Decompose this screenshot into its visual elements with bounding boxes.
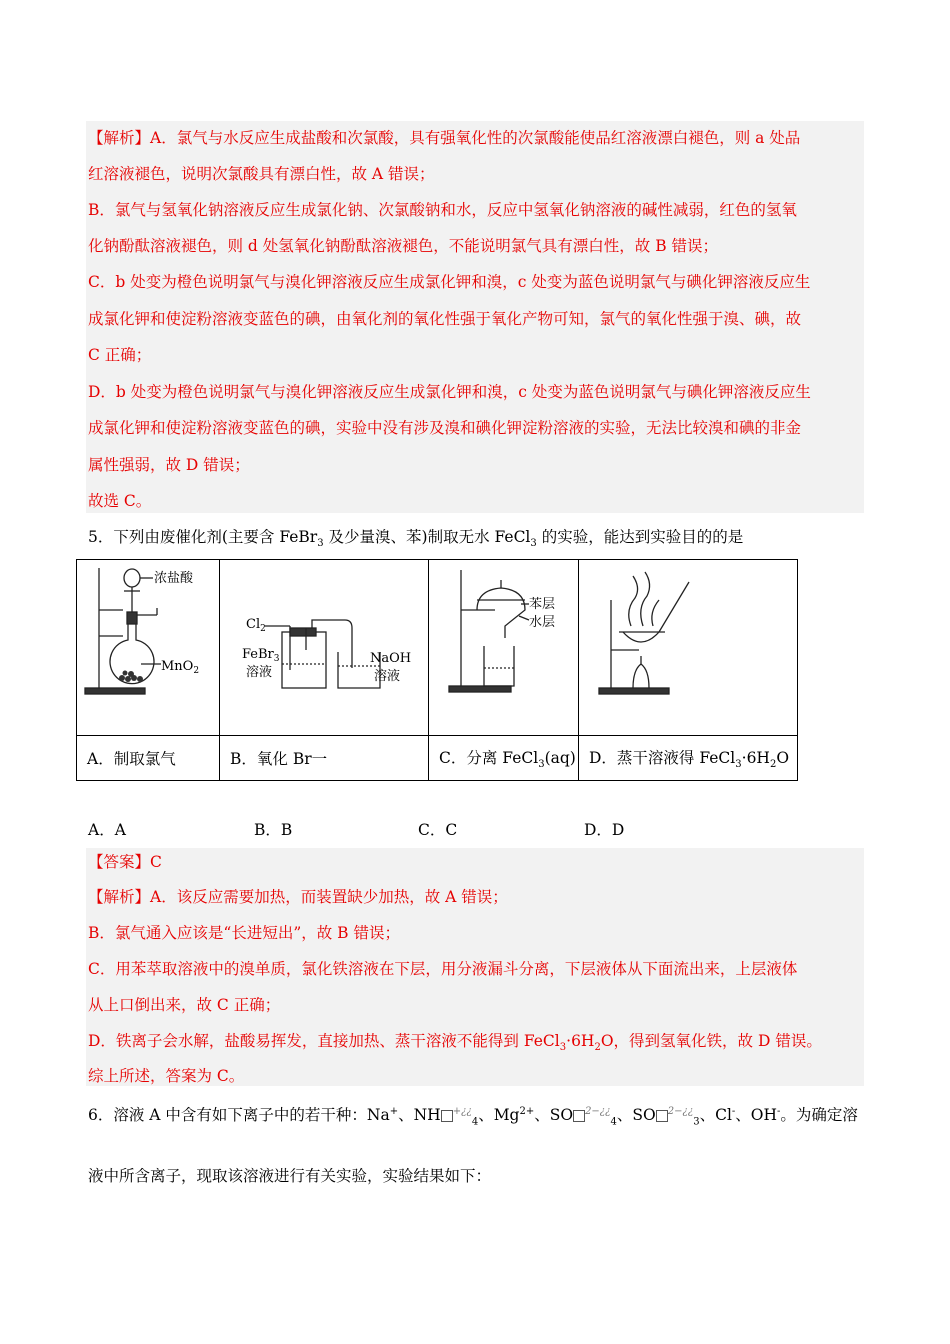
fig-a-label-hcl: 浓盐酸	[154, 571, 194, 586]
nh4-box-icon	[441, 1110, 453, 1122]
so4-box-icon	[573, 1110, 585, 1122]
analysis4-line-7: C 正确；	[88, 346, 152, 364]
answer5-line-2: B．氯气通入应该是“长进短出”，故 B 错误；	[88, 924, 400, 942]
fig-b-label-cl2: $Cl_2$	[246, 617, 266, 634]
fig-c-label-benzene: 苯层	[529, 597, 556, 612]
fig-b-label-febr3: FeBr$_3$	[242, 647, 280, 664]
analysis4-line-4: 化钠酚酞溶液褪色，则 d 处氢氧化钠酚酞溶液褪色，不能说明氯气具有漂白性，故 B 错误；	[88, 237, 719, 255]
fig-b-label-solution-left: 溶液	[246, 665, 273, 680]
answer5-conclusion: 综上所述，答案为 C。	[88, 1067, 245, 1085]
answer5-line-5: D．铁离子会水解，盐酸易挥发，直接加热、蒸干溶液不能得到 $FeCl_3\cdot 6H_2O$，得到氢氧化铁，故 D 错误。	[88, 1032, 822, 1054]
fig-b-label-solution-right: 溶液	[374, 669, 401, 684]
figure-d-cell	[579, 560, 798, 736]
choice-b: B．B	[254, 821, 293, 839]
analysis4-line-9: 成氯化钾和使淀粉溶液变蓝色的碘，实验中没有涉及溴和碘化钾淀粉溶液的实验，无法比较溴和碘的非金	[88, 419, 802, 437]
analysis4-line-1: 【解析】A．氯气与水反应生成盐酸和次氯酸，具有强氧化性的次氯酸能使品红溶液漂白褪色，则 a 处品	[88, 129, 801, 147]
fig-b-label-naoh: NaOH	[370, 651, 412, 666]
fig-a-label-mno2: MnO$_2$	[161, 659, 200, 676]
answer5-label: 【答案】C	[88, 853, 162, 871]
evaporation-figure	[579, 560, 797, 731]
figure-c-cell	[429, 560, 579, 736]
question5-stem: 5．下列由废催化剂(主要含 FeBr$_3$ 及少量溴、苯)制取无水 FeCl$_3$ 的实验，能达到实验目的的是	[88, 528, 744, 550]
so3-box-icon	[656, 1110, 668, 1122]
choice-d: D．D	[584, 821, 625, 839]
question6-line-2: 液中所含离子，现取该溶液进行有关实验，实验结果如下：	[88, 1167, 492, 1185]
options-table	[76, 559, 798, 781]
answer5-line-4: 从上口倒出来，故 C 正确；	[88, 996, 281, 1014]
option-c-label: C．分离 FeCl$_3$(aq)	[429, 736, 579, 781]
analysis4-line-8: D．b 处变为橙色说明氯气与溴化钾溶液反应生成氯化钾和溴，c 处变为蓝色说明氯气与碘化钾溶液反应生	[88, 383, 811, 401]
question6-line-1: 6．溶液 A 中含有如下离子中的若干种：Na+、NH +¿¿$_4$、$Mg^{2+}$、SO $^{2-¿¿}_4$、SO $^{2-¿¿}_3$、Cl-、OH-。为确定溶	[88, 1106, 858, 1128]
answer5-line-3: C．用苯萃取溶液中的溴单质，氯化铁溶液在下层，用分液漏斗分离，下层液体从下面流出来，上层液体	[88, 960, 798, 978]
analysis4-line-3: B．氯气与氢氧化钠溶液反应生成氯化钠、次氯酸钠和水，反应中氢氧化钠溶液的碱性减弱，红色的氢氧	[88, 201, 797, 219]
choice-c: C．C	[418, 821, 458, 839]
chlorine-generator-figure	[77, 560, 219, 731]
figure-a-cell	[77, 560, 220, 736]
figure-b-cell	[220, 560, 429, 736]
oxidation-figure	[220, 560, 428, 731]
option-d-label: D．蒸干溶液得 $FeCl_3\cdot 6H_2O$	[579, 736, 798, 781]
choice-a: A．A	[88, 821, 126, 839]
analysis4-line-10: 属性强弱，故 D 错误；	[88, 456, 250, 474]
option-a-label: A．制取氯气	[77, 736, 220, 781]
analysis4-line-6: 成氯化钾和使淀粉溶液变蓝色的碘，由氧化剂的氧化性强于氧化产物可知，氯气的氧化性强于溴、碘，故	[88, 310, 802, 328]
answer5-line-1: 【解析】A．该反应需要加热，而装置缺少加热，故 A 错误；	[88, 888, 508, 906]
analysis4-line-2: 红溶液褪色，说明次氯酸具有漂白性，故 A 错误；	[88, 165, 435, 183]
analysis4-line-5: C．b 处变为橙色说明氯气与溴化钾溶液反应生成氯化钾和溴，c 处变为蓝色说明氯气与碘化钾溶液反应生	[88, 273, 811, 291]
analysis4-line-11: 故选 C。	[88, 492, 152, 510]
fig-c-label-water: 水层	[529, 615, 556, 630]
option-b-label: B．氧化 Br一	[220, 736, 429, 781]
separation-figure	[429, 560, 578, 731]
